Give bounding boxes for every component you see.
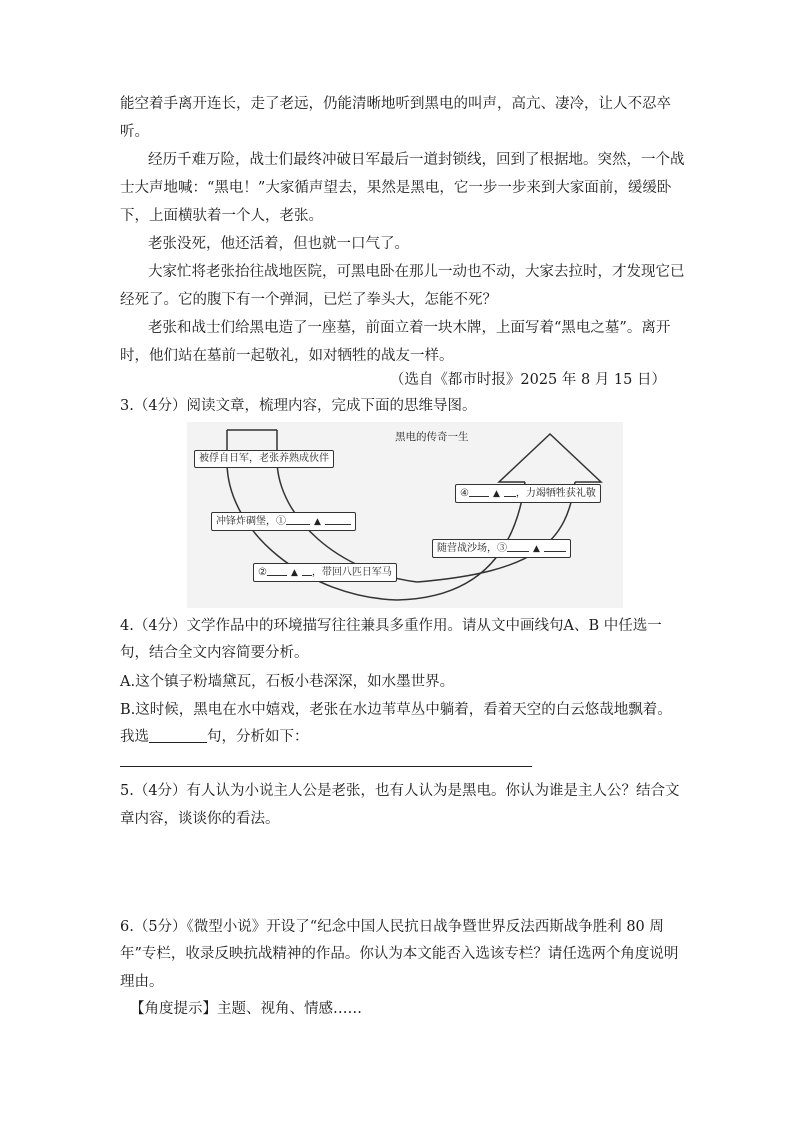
node-5-prefix: ④ [460, 488, 469, 499]
question-3: 3.（4分）阅读文章，梳理内容，完成下面的思维导图。 [120, 398, 477, 414]
question-4-option-a: A.这个镇子粉墙黛瓦，石板小巷深深，如水墨世界。 [120, 674, 455, 690]
answer-line[interactable] [120, 766, 532, 767]
story-p2-line3: 下，上面横驮着一个人，老张。 [120, 208, 323, 224]
node-3-suffix: ，带回八匹日军马 [311, 567, 392, 578]
question-5-line2: 章内容，谈谈你的看法。 [120, 811, 280, 827]
mind-map-node-1 [194, 450, 334, 468]
story-p1-line1: 能空着手离开连长，走了老远，仍能清晰地听到黑电的叫声，高亢、凄冷，让人不忍卒 [120, 96, 671, 112]
choice-prefix: 我选 [120, 729, 149, 745]
node-1-text: 被俘自日军，老张养熟成伙伴 [199, 453, 329, 464]
triangle-icon: ▲ [314, 517, 321, 527]
mind-map-node-4[interactable] [432, 539, 571, 558]
story-p1-line2: 听。 [120, 124, 149, 140]
story-source: （选自《都市时报》2025 年 8 月 15 日） [389, 372, 666, 388]
mind-map-node-2[interactable] [211, 512, 356, 531]
story-p5-line1: 老张和战士们给黑电造了一座墓，前面立着一块木牌，上面写着“黑电之墓”。离开 [148, 320, 671, 336]
question-4-line2: 句，结合全文内容简要分析。 [120, 645, 309, 661]
question-4-line1: 4.（4分）文学作品中的环境描写往往兼具多重作用。请从文中画线句A、B 中任选一 [120, 618, 662, 634]
triangle-icon: ▲ [492, 489, 500, 499]
story-p2-line2: 士大声地喊：“黑电！”大家循声望去，果然是黑电，它一步一步来到大家面前，缓缓卧 [120, 180, 672, 196]
node-5-suffix: ，力竭牺牲获礼敬 [515, 488, 596, 499]
mind-map-node-5[interactable] [455, 484, 601, 503]
question-6-line2: 年”专栏，收录反映抗战精神的作品。你认为本文能否入选该专栏？请任选两个角度说明 [120, 946, 679, 962]
question-6-hint: 【角度提示】主题、视角、情感…… [130, 1001, 362, 1017]
question-4-choice [120, 727, 309, 747]
mind-map-title: 黑电的传奇一生 [395, 431, 469, 443]
node-3-prefix: ② [258, 567, 267, 578]
choice-blank[interactable] [149, 728, 207, 743]
question-4-option-b: B.这时候，黑电在水中嬉戏，老张在水边苇草丛中躺着，看着天空的白云悠哉地飘着。 [120, 702, 672, 718]
node-2-text: 冲锋炸碉堡，① [216, 516, 286, 527]
question-6-line3: 理由。 [120, 974, 164, 990]
mind-map-node-3[interactable] [253, 563, 397, 582]
story-p4-line2: 经死了。它的腹下有一个弹洞，已烂了拳头大，怎能不死？ [120, 292, 497, 308]
story-p2-line1: 经历千难万险，战士们最终冲破日军最后一道封锁线，回到了根据地。突然，一个战 [148, 152, 685, 168]
story-p4-line1: 大家忙将老张抬往战地医院，可黑电卧在那儿一动也不动，大家去拉时，才发现它已 [148, 264, 685, 280]
story-p3-line1: 老张没死，他还活着，但也就一口气了。 [148, 236, 409, 252]
triangle-icon: ▲ [290, 568, 298, 578]
choice-suffix: 句，分析如下： [207, 729, 309, 745]
mind-map [187, 422, 623, 608]
story-p5-line2: 时，他们站在墓前一起敬礼，如对牺牲的战友一样。 [120, 348, 454, 364]
question-5-line1: 5.（4分）有人认为小说主人公是老张，也有人认为是黑电。你认为谁是主人公？结合文 [120, 783, 680, 799]
node-4-text: 随营战沙场，③ [437, 543, 507, 554]
question-6-line1: 6.（5分）《微型小说》开设了“纪念中国人民抗日战争暨世界反法西斯战争胜利 80 周 [120, 919, 664, 935]
triangle-icon: ▲ [533, 544, 540, 554]
